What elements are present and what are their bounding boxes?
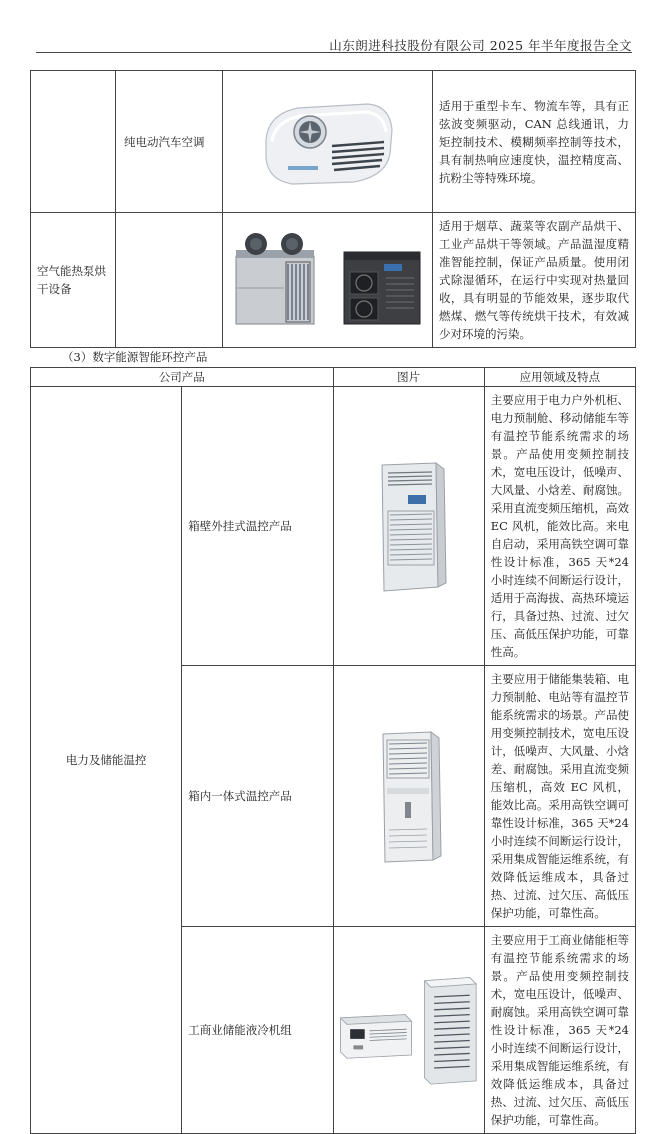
page-header-title: 山东朗进科技股份有限公司 2025 年半年度报告全文 [329, 38, 632, 53]
wall-mounted-cabinet-ac-icon [334, 459, 484, 593]
description-cell: 主要应用于工商业储能柜等有温控节能系统需求的场景。产品使用变频控制技术，宽电压设计，低噪声、耐腐蚀。采用高铁空调可靠性设计标准，365 天*24 小时连续不间断运行设计，采用集成智能运维系统，有效降低运维成本，具备过热、过流、过欠压、高低压保护功能，可靠性高。 [484, 927, 635, 1134]
table-row [31, 213, 636, 348]
section-label: （3）数字能源智能环控产品 [62, 350, 208, 364]
product-name-cell: 工商业储能液冷机组 [182, 927, 333, 1134]
description-cell: 主要应用于电力户外机柜、电力预制舱、移动储能车等有温控节能系统需求的场景。产品使用变频控制技术，宽电压设计，低噪声、大风量、小焓差、耐腐蚀。采用直流变频压缩机，高效 EC 风机，能效比高。来电自启动，采用高铁空调可靠性设计标准，365 天*24 小时连续不间断运行设计，适用于高海拔、高热环境运行，具备过热、过流、过欠压、高低压保护功能，可靠性高。 [484, 387, 635, 666]
category-cell: 电力及储能温控 [31, 387, 182, 1134]
product-name-cell [116, 213, 223, 348]
description-cell: 适用于烟草、蔬菜等农副产品烘干、工业产品烘干等领域。产品温湿度精准智能控制，保证产品质量。使用闭式除湿循环，在运行中实现对热量回收，具有明显的节能效果，逐步取代燃煤、燃气等传统烘干技术，有效减少对环境的污染。 [433, 213, 636, 348]
product-name-cell: 箱内一体式温控产品 [182, 666, 333, 927]
description-cell: 主要应用于储能集装箱、电力预制舱、电站等有温控节能系统需求的场景。产品使用变频控制技术，宽电压设计，低噪声、大风量、小焓差、耐腐蚀。采用直流变频压缩机，高效 EC 风机，能效比高。采用高铁空调可靠性设计标准，365 天*24 小时连续不间断运行设计，采用集成智能运维系统，有效降低运维成本，具备过热、过流、过欠压、高低压保护功能，可靠性高。 [484, 666, 635, 927]
product-name-cell: 纯电动汽车空调 [116, 71, 223, 213]
header-divider [36, 52, 632, 53]
product-name-cell: 箱壁外挂式温控产品 [182, 387, 333, 666]
product-table-continued [30, 70, 636, 348]
header-image: 图片 [333, 368, 484, 387]
heat-pump-dryer-icon [223, 230, 432, 330]
rooftop-ac-unit-icon [223, 92, 432, 192]
integrated-cabinet-ac-icon [334, 726, 484, 866]
table-header-row [31, 368, 636, 387]
category-cell [31, 71, 116, 213]
liquid-cooling-unit-icon [334, 957, 484, 1103]
category-cell: 空气能热泵烘干设备 [31, 213, 116, 348]
table-row [31, 387, 636, 666]
digital-energy-product-table [30, 367, 636, 1134]
header-application: 应用领域及特点 [484, 368, 635, 387]
header-company-product: 公司产品 [31, 368, 334, 387]
description-cell: 适用于重型卡车、物流车等，具有正弦波变频驱动，CAN 总线通讯，力矩控制技术、模糊频率控制等技术，具有制热响应速度快，温控精度高、抗粉尘等特殊环境。 [433, 71, 636, 213]
table-row [31, 71, 636, 213]
